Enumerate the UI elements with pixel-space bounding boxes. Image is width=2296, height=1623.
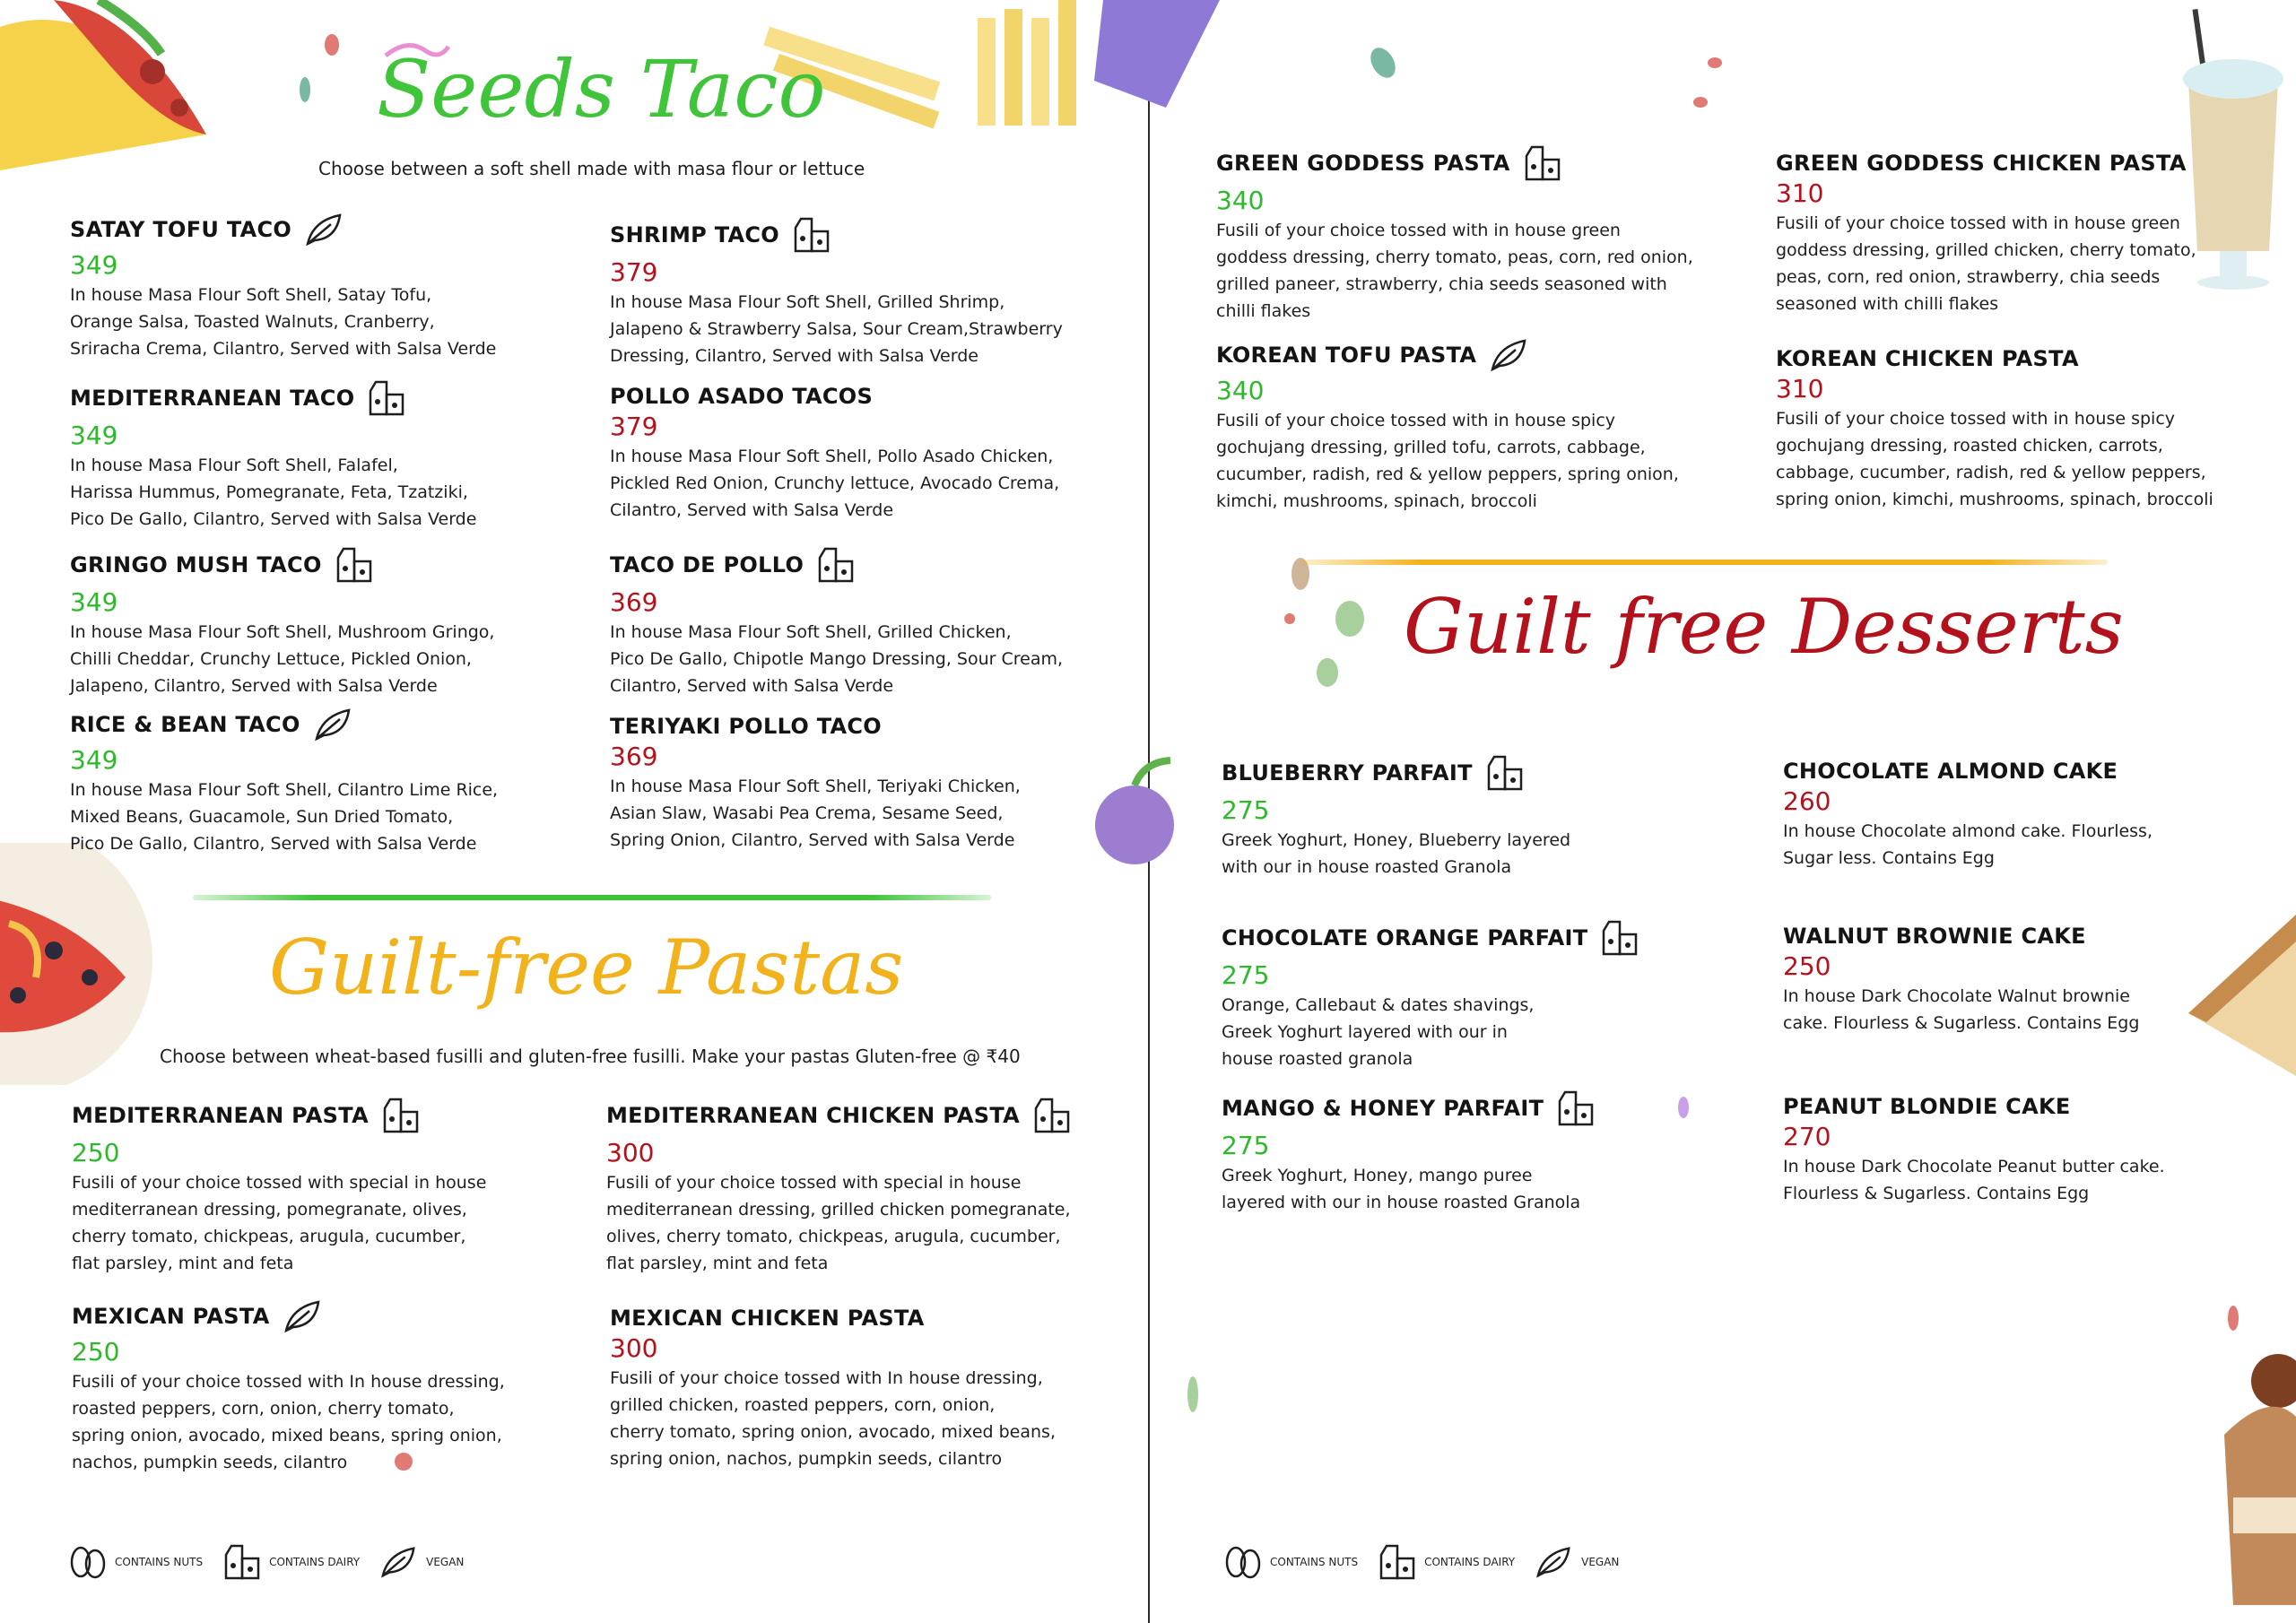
menu-item-walnut-brownie-cake xyxy=(1783,924,2285,1037)
menu-item-pollo-asado-tacos xyxy=(610,384,1112,524)
item-price: 300 xyxy=(610,1333,658,1363)
taco-section-subtitle: Choose between a soft shell made with masa flour or lettuce xyxy=(318,158,865,179)
menu-item-korean-chicken-pasta xyxy=(1776,346,2278,513)
title-squiggle xyxy=(381,38,453,65)
item-price: 349 xyxy=(70,745,118,775)
menu-item-mango-honey-parfait xyxy=(1222,1089,1724,1216)
item-name: MEXICAN CHICKEN PASTA xyxy=(610,1306,925,1331)
menu-item-teriyaki-pollo-taco xyxy=(610,714,1112,854)
dairy-icon xyxy=(335,545,374,585)
menu-item-blueberry-parfait xyxy=(1222,753,1724,881)
menu-item-mexican-chicken-pasta xyxy=(610,1306,1112,1472)
item-price: 349 xyxy=(70,250,118,280)
item-description: Fusili of your choice tossed with special in house mediterranean dressing, pomegranate, olives, cherry tomato, chickpeas, arugula, cucumber, flat parsley, mint and feta xyxy=(72,1173,487,1273)
item-price: 250 xyxy=(1783,951,1831,981)
item-price: 310 xyxy=(1776,374,1824,404)
menu-item-green-goddess-pasta xyxy=(1216,143,1718,325)
item-description: Greek Yoghurt, Honey, Blueberry layered with our in house roasted Granola xyxy=(1222,830,1571,877)
legend-nuts-label: CONTAINS NUTS xyxy=(1270,1556,1359,1568)
dairy-icon xyxy=(816,545,856,585)
allergen-legend-right xyxy=(1223,1542,1631,1582)
item-description: In house Masa Flour Soft Shell, Mushroom Gringo, Chilli Cheddar, Crunchy Lettuce, Pickled Onion, Jalapeno, Cilantro, Served with Salsa Verde xyxy=(70,622,495,696)
item-price: 275 xyxy=(1222,795,1270,825)
item-description: In house Dark Chocolate Peanut butter cake. Flourless & Sugarless. Contains Egg xyxy=(1783,1157,2165,1203)
menu-item-satay-tofu-taco xyxy=(70,212,572,362)
vegan-leaf-icon xyxy=(283,1298,324,1334)
item-description: Greek Yoghurt, Honey, mango puree layered with our in house roasted Granola xyxy=(1222,1166,1581,1212)
menu-item-korean-tofu-pasta xyxy=(1216,337,1718,515)
item-name: PEANUT BLONDIE CAKE xyxy=(1783,1094,2071,1119)
pasta-plate-illustration xyxy=(0,843,152,1085)
item-name: WALNUT BROWNIE CAKE xyxy=(1783,924,2086,949)
item-price: 379 xyxy=(610,257,658,287)
item-description: In house Masa Flour Soft Shell, Cilantro Lime Rice, Mixed Beans, Guacamole, Sun Dried Tomato, Pico De Gallo, Cilantro, Served with Salsa Verde xyxy=(70,780,499,854)
menu-item-peanut-blondie-cake xyxy=(1783,1094,2285,1207)
menu-item-shrimp-taco xyxy=(610,215,1112,369)
item-price: 349 xyxy=(70,421,118,450)
legend-dairy-label: CONTAINS DAIRY xyxy=(269,1556,361,1568)
item-price: 275 xyxy=(1222,1131,1270,1160)
item-price: 250 xyxy=(72,1337,120,1367)
item-description: In house Masa Flour Soft Shell, Grilled Shrimp, Jalapeno & Strawberry Salsa, Sour Cream,Strawberry Dressing, Cilantro, Served with Salsa Verde xyxy=(610,292,1063,366)
item-name: POLLO ASADO TACOS xyxy=(610,384,874,409)
item-name: MEDITERRANEAN TACO xyxy=(70,386,355,411)
dairy-icon xyxy=(1556,1089,1596,1128)
item-name: GREEN GODDESS PASTA xyxy=(1216,151,1510,176)
legend-nuts-label: CONTAINS NUTS xyxy=(115,1556,204,1568)
dairy-icon xyxy=(1378,1542,1417,1582)
vegan-leaf-icon xyxy=(1535,1544,1574,1580)
menu-item-chocolate-almond-cake xyxy=(1783,759,2285,872)
item-name: KOREAN CHICKEN PASTA xyxy=(1776,346,2079,371)
menu-item-green-goddess-chicken-pasta xyxy=(1776,151,2278,317)
item-name: MANGO & HONEY PARFAIT xyxy=(1222,1096,1544,1121)
menu-item-mediterranean-taco xyxy=(70,378,572,533)
menu-item-mediterranean-chicken-pasta xyxy=(606,1096,1109,1277)
dairy-icon xyxy=(1600,918,1639,958)
taco-illustration xyxy=(0,0,215,170)
allergen-legend-left xyxy=(68,1542,476,1582)
item-name: TERIYAKI POLLO TACO xyxy=(610,714,882,739)
item-price: 340 xyxy=(1216,186,1265,215)
item-price: 300 xyxy=(606,1138,655,1167)
item-name: MEDITERRANEAN CHICKEN PASTA xyxy=(606,1103,1021,1128)
legend-dairy-label: CONTAINS DAIRY xyxy=(1424,1556,1516,1568)
item-description: Fusili of your choice tossed with in house green goddess dressing, grilled chicken, cherry tomato, peas, corn, red onion, strawberry, chia seeds seasoned with chilli flakes xyxy=(1776,213,2196,314)
menu-item-taco-de-pollo xyxy=(610,545,1112,699)
item-price: 260 xyxy=(1783,786,1831,816)
item-name: CHOCOLATE ALMOND CAKE xyxy=(1783,759,2118,784)
item-name: SHRIMP TACO xyxy=(610,222,780,247)
item-price: 270 xyxy=(1783,1122,1831,1151)
dairy-icon xyxy=(792,215,831,255)
item-description: In house Chocolate almond cake. Flourless, Sugar less. Contains Egg xyxy=(1783,821,2152,868)
item-description: In house Masa Flour Soft Shell, Pollo Asado Chicken, Pickled Red Onion, Crunchy lettuce, Avocado Crema, Cilantro, Served with Salsa Verde xyxy=(610,447,1060,520)
menu-item-mexican-pasta xyxy=(72,1298,574,1476)
item-description: Orange, Callebaut & dates shavings, Greek Yoghurt layered with our in house roasted granola xyxy=(1222,995,1535,1069)
menu-item-mediterranean-pasta xyxy=(72,1096,574,1277)
menu-item-rice-bean-taco xyxy=(70,707,572,857)
item-description: In house Masa Flour Soft Shell, Satay Tofu, Orange Salsa, Toasted Walnuts, Cranberry, Sriracha Crema, Cilantro, Served with Salsa Verde xyxy=(70,285,497,359)
dessert-divider-rule xyxy=(1300,560,2108,565)
menu-item-chocolate-orange-parfait xyxy=(1222,918,1724,1072)
item-price: 369 xyxy=(610,742,658,771)
item-price: 379 xyxy=(610,412,658,441)
dairy-icon xyxy=(1485,753,1525,793)
dairy-icon xyxy=(1032,1096,1072,1135)
item-name: TACO DE POLLO xyxy=(610,552,804,577)
dairy-icon xyxy=(222,1542,262,1582)
item-price: 369 xyxy=(610,587,658,617)
dairy-icon xyxy=(381,1096,421,1135)
item-description: Fusili of your choice tossed with in house spicy gochujang dressing, roasted chicken, carrots, cabbage, cucumber, radish, red & yellow peppers, spring onion, kimchi, mushrooms, spinach, broccoli xyxy=(1776,409,2213,509)
item-name: RICE & BEAN TACO xyxy=(70,712,300,737)
dessert-section-title: Guilt free Desserts xyxy=(1404,583,2124,671)
vegan-leaf-icon xyxy=(313,707,354,742)
item-price: 250 xyxy=(72,1138,120,1167)
item-name: GRINGO MUSH TACO xyxy=(70,552,322,577)
item-description: In house Masa Flour Soft Shell, Grilled Chicken, Pico De Gallo, Chipotle Mango Dressing, Sour Cream, Cilantro, Served with Salsa Verde xyxy=(610,622,1064,696)
item-price: 275 xyxy=(1222,960,1270,990)
item-price: 349 xyxy=(70,587,118,617)
item-price: 310 xyxy=(1776,178,1824,208)
item-description: Fusili of your choice tossed with In house dressing, roasted peppers, corn, onion, cherry tomato, spring onion, avocado, mixed beans, spring onion, nachos, pumpkin seeds, cilantro xyxy=(72,1372,505,1472)
nuts-icon xyxy=(68,1544,108,1580)
legend-vegan-label: VEGAN xyxy=(1581,1556,1620,1568)
item-name: SATAY TOFU TACO xyxy=(70,217,292,242)
menu-item-gringo-mush-taco xyxy=(70,545,572,699)
item-name: BLUEBERRY PARFAIT xyxy=(1222,760,1473,785)
vegan-leaf-icon xyxy=(379,1544,419,1580)
item-name: KOREAN TOFU PASTA xyxy=(1216,343,1477,368)
pasta-section-title: Guilt-free Pastas xyxy=(269,924,904,1011)
item-name: MEXICAN PASTA xyxy=(72,1304,270,1329)
item-description: Fusili of your choice tossed with in house green goddess dressing, cherry tomato, peas, corn, red onion, grilled paneer, strawberry, chia seeds seasoned with chilli flakes xyxy=(1216,221,1693,321)
item-description: Fusili of your choice tossed with special in house mediterranean dressing, grilled chicken pomegranate, olives, cherry tomato, chickpeas, arugula, cucumber, flat parsley, mint and feta xyxy=(606,1173,1071,1273)
vegan-leaf-icon xyxy=(1489,337,1530,373)
dairy-icon xyxy=(1523,143,1562,183)
legend-vegan-label: VEGAN xyxy=(426,1556,465,1568)
taco-section-title: Seeds Taco xyxy=(377,43,826,135)
section-divider-rule xyxy=(193,895,991,900)
item-description: In house Masa Flour Soft Shell, Teriyaki Chicken, Asian Slaw, Wasabi Pea Crema, Sesame Seed, Spring Onion, Cilantro, Served with Salsa Verde xyxy=(610,777,1021,850)
item-price: 340 xyxy=(1216,376,1265,405)
item-description: In house Dark Chocolate Walnut brownie cake. Flourless & Sugarless. Contains Egg xyxy=(1783,986,2140,1033)
item-name: CHOCOLATE ORANGE PARFAIT xyxy=(1222,925,1588,950)
pasta-section-subtitle: Choose between wheat-based fusilli and gluten-free fusilli. Make your pastas Gluten-free @ ₹40 xyxy=(160,1046,1021,1067)
item-description: In house Masa Flour Soft Shell, Falafel, Harissa Hummus, Pomegranate, Feta, Tzatziki, Pico De Gallo, Cilantro, Served with Salsa Verde xyxy=(70,456,477,529)
nuts-icon xyxy=(1223,1544,1263,1580)
item-name: GREEN GODDESS CHICKEN PASTA xyxy=(1776,151,2187,176)
item-description: Fusili of your choice tossed with in house spicy gochujang dressing, grilled tofu, carrots, cabbage, cucumber, radish, red & yellow peppers, spring onion, kimchi, mushrooms, spinach, broccoli xyxy=(1216,411,1679,511)
vegan-leaf-icon xyxy=(304,212,345,247)
item-description: Fusili of your choice tossed with In house dressing, grilled chicken, roasted peppers, corn, onion, cherry tomato, spring onion, avocado, mixed beans, spring onion, nachos, pumpkin seeds, cilantro xyxy=(610,1368,1056,1469)
item-name: MEDITERRANEAN PASTA xyxy=(72,1103,369,1128)
dairy-icon xyxy=(367,378,406,418)
